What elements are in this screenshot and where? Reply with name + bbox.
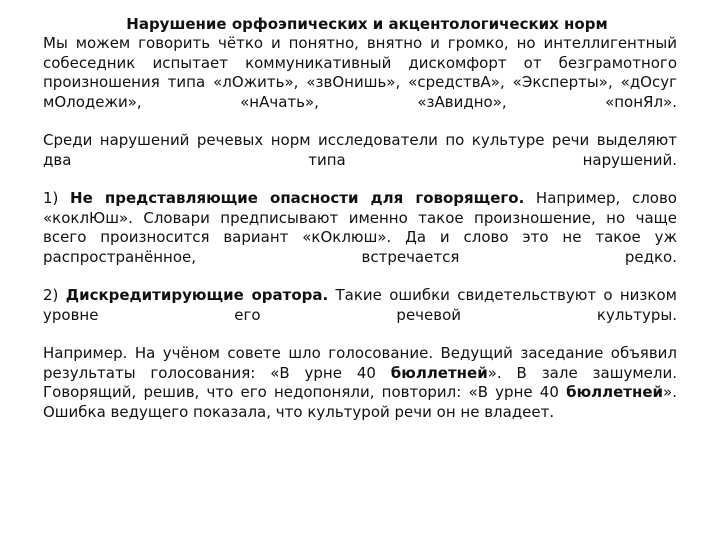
paragraph-gap — [43, 170, 677, 189]
intro-paragraph: Мы можем говорить чётко и понятно, внятно и громко, но интеллигентный собеседник испытает коммуникативный дискомфорт от безграмотного произношения типа «лОжить», «звОнишь», «средствА», «Эксперты», «дОсуг мОлодежи», «нАчать», «зАвидно», «понЯл». — [43, 34, 677, 111]
example-text-2: ». В зале зашумели. Говорящий, решив, что его недопоняли, повторил: «В урне 40 — [43, 363, 677, 401]
example-bold-2: бюллетней — [566, 383, 664, 401]
type2-number: 2) — [43, 286, 59, 304]
paragraph-gap — [43, 267, 677, 286]
example-paragraph — [43, 344, 677, 422]
example-bold-1: бюллетней — [390, 363, 488, 382]
type2-heading: Дискредитирующие оратора. — [65, 286, 329, 304]
slide-content — [43, 14, 677, 422]
type1-paragraph — [43, 189, 677, 267]
paragraph-gap — [43, 325, 677, 344]
type2-text: Такие ошибки свидетельствуют о низком уровне его речевой культуры. — [43, 286, 677, 324]
example-text-1: Например. На учёном совете шло голосование. Ведущий заседание объявил результаты голосования: «В урне 40 — [43, 344, 677, 382]
types-intro-paragraph: Среди нарушений речевых норм исследователи по культуре речи выделяют два типа нарушений. — [43, 131, 677, 169]
example-text-3: ». Ошибка ведущего показала, что культурой речи он не владеет. — [43, 383, 677, 421]
type1-text: Например, слово «коклЮш». Словари предписывают именно такое произношение, но чаще всего произносится вариант «кОклюш». Да и слово это не такое уж распространённое, встречается редко. — [43, 189, 677, 266]
paragraph-gap — [43, 112, 677, 131]
type1-number: 1) — [43, 189, 59, 207]
slide-title: Нарушение орфоэпических и акцентологических норм — [126, 15, 608, 33]
type1-heading: Не представляющие опасности для говорящего. — [70, 189, 525, 207]
type2-paragraph — [43, 286, 677, 325]
